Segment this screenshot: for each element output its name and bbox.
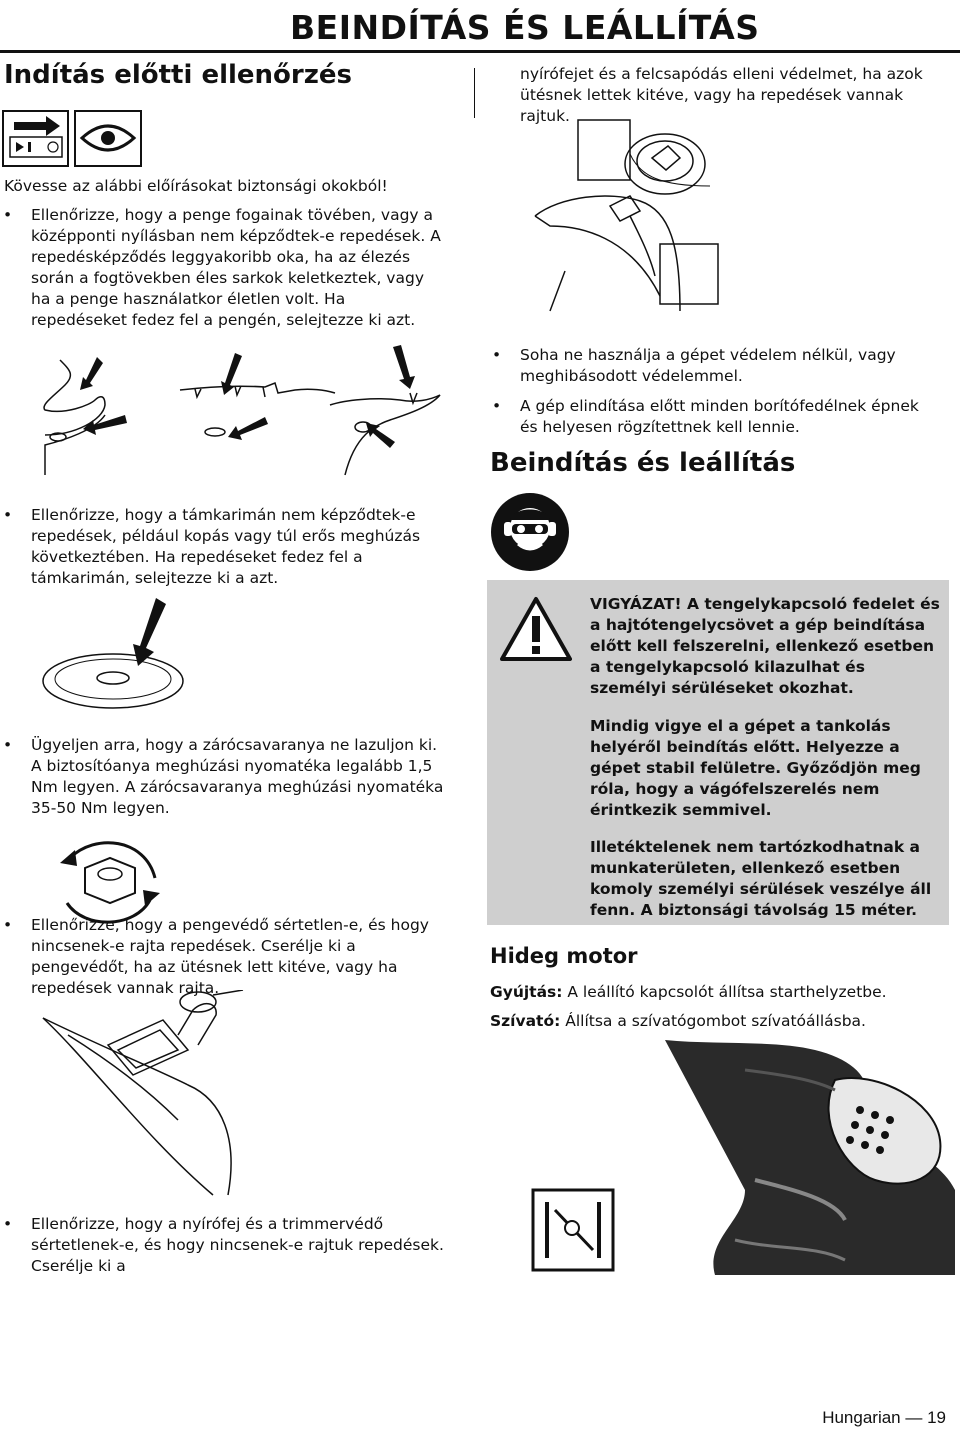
ignition-instruction xyxy=(490,982,950,1003)
trimmer-head-guard-illustration xyxy=(520,116,730,326)
choke-label: Szívató: xyxy=(490,1012,561,1030)
intro-text: Kövesse az alábbi előírásokat biztonsági okokból! xyxy=(4,177,388,195)
blade-cracks-illustration xyxy=(35,345,445,485)
page-footer: Hungarian — 19 xyxy=(822,1408,946,1427)
choke-text: Állítsa a szívatógombot szívatóállásba. xyxy=(560,1012,866,1030)
stop-switch-start-position-icon xyxy=(533,1190,613,1270)
header-rule xyxy=(0,50,960,53)
continuation-text: nyírófejet és a felcsapódás elleni védelmet, ha azok ütésnek lettek kitéve, vagy ha repedések vannak rajtuk. xyxy=(520,65,923,125)
safety-symbols xyxy=(2,110,142,167)
ignition-text: A leállító kapcsolót állítsa starthelyzetbe. xyxy=(562,983,887,1001)
bullet-never-without-guard: • Soha ne használja a gépet védelem nélkül, vagy meghibásodott védelemmel. xyxy=(520,345,940,387)
page-header-title: BEINDÍTÁS ÉS LEÁLLÍTÁS xyxy=(290,8,760,47)
support-flange-illustration xyxy=(38,596,198,711)
warning-clutch-cover: VIGYÁZAT! A tengelykapcsoló fedelet és a hajtótengelycsövet a gép beindítása előtt kell felszerelni, ellenkező esetben a tengelykapcsoló kilazulhat és személyi sérüléseket okozhat. xyxy=(590,595,940,697)
bullet-trimmer-head: • Ellenőrizze, hogy a nyírófej és a trimmervédő sértetlenek-e, és hogy nincsenek-e rajtuk repedések. Cserélje ki a xyxy=(31,1214,456,1277)
bullet-blade-cracks: • Ellenőrizze, hogy a penge fogainak tövében, vagy a középponti nyílásban nem képződtek-e repedések. A repedésképződés leggyakoribb oka, ha az élezés során a fogtövekben éles sarkok keletkeztek, vagy ha a penge használatkor életlen volt. Ha repedéseket fedez fel a pengén, selejtezze ki azt. xyxy=(31,205,443,331)
warning-safety-distance: Illetéktelenek nem tartózkodhatnak a munkaterületen, ellenkező esetben komoly személyi sérülések veszélye áll fenn. A biztonsági távolság 15 méter. xyxy=(590,838,932,919)
protective-equipment-icon xyxy=(490,492,570,572)
engine-illustration xyxy=(515,1040,955,1275)
column-divider xyxy=(474,68,475,118)
choke-instruction xyxy=(490,1011,950,1032)
bullet-covers-intact: • A gép elindítása előtt minden borítófedélnek épnek és helyesen rögzítettnek kell lennie. xyxy=(520,396,940,438)
bullet-support-flange: • Ellenőrizze, hogy a támkarimán nem képződtek-e repedések, például kopás vagy túl erős meghúzás következtében. Ha repedéseket fedez fel a támkarimán, selejtezze ki a azt. xyxy=(31,505,451,589)
section-heading-start-stop: Beindítás és leállítás xyxy=(490,448,796,478)
ignition-label: Gyújtás: xyxy=(490,983,563,1001)
section-heading-pre-start-check: Indítás előtti ellenőrzés xyxy=(4,60,352,90)
subheading-cold-engine: Hideg motor xyxy=(490,944,638,968)
blade-guard-illustration xyxy=(38,990,258,1200)
warning-triangle-icon xyxy=(500,596,572,662)
bullet-lock-nut: • Ügyeljen arra, hogy a zárócsavaranya ne lazuljon ki. A biztosítóanya meghúzási nyomatéka legalább 1,5 Nm legyen. A zárócsavaranya meghúzási nyomatéka 35-50 Nm legyen. xyxy=(31,735,451,819)
warning-refuel-location: Mindig vigye el a gépet a tankolás helyéről beindítás előtt. Helyezze a gépet stabil felületre. Győződjön meg róla, hogy a vágófelszerelés nem érintkezik semmivel. xyxy=(590,717,921,819)
stop-switch-arrow-icon xyxy=(3,111,68,166)
eye-inspection-icon xyxy=(75,111,141,166)
bullet-blade-guard: • Ellenőrizze, hogy a pengevédő sértetlen-e, és hogy nincsenek-e rajta repedések. Cserélje ki a pengevédőt, ha az ütésnek lett kitéve, vagy ha repedések vannak rajta. xyxy=(31,915,456,999)
